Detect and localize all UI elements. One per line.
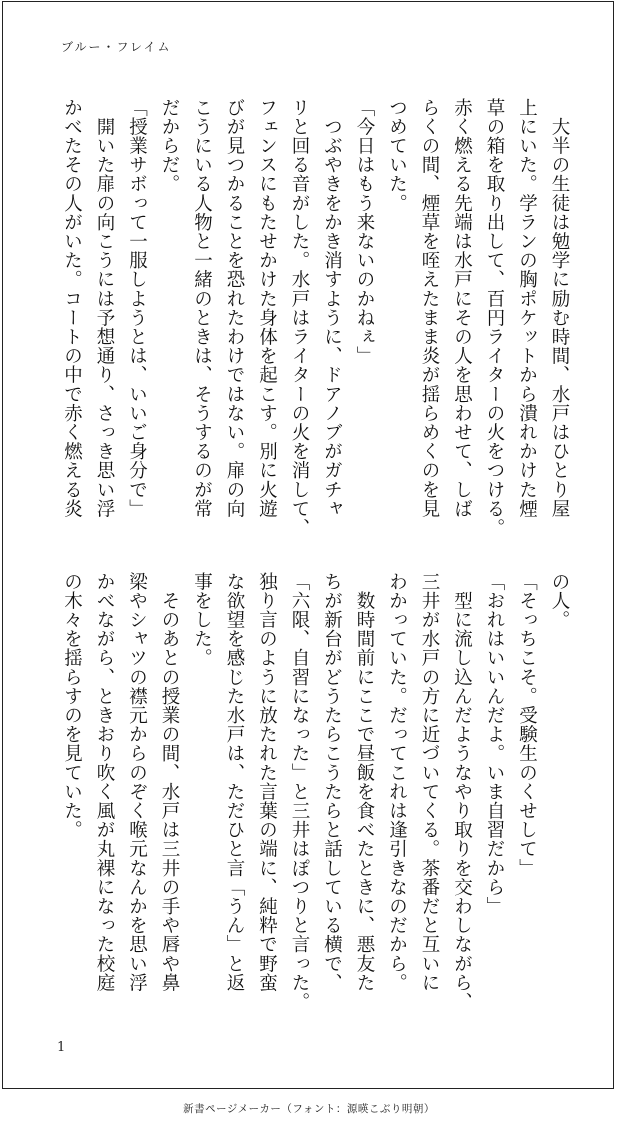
text-line: 梁やシャツの襟元からのぞく喉元なんかを思い浮: [126, 572, 148, 993]
text-line: 型に流し込んだようなやり取りを交わしながら、: [451, 572, 473, 1012]
text-line: 赤く燃える先端は水戸にその人を思わせて、しば: [451, 98, 473, 519]
text-line: そのあとの授業の間、水戸は三井の手や唇や鼻: [159, 572, 180, 993]
page-number: 1: [57, 1040, 66, 1055]
text-line: 「六限、自習になった」と三井はぽつりと言った。: [289, 572, 310, 1012]
text-line: 「授業サボって一服しようとは、いいご身分で」: [126, 98, 148, 519]
text-line: つぶやきをかき消すように、ドアノブがガチャ: [321, 98, 343, 519]
text-line: の木々を揺らすのを見ていた。: [61, 572, 83, 840]
text-line: 独り言のように放たれた言葉の端に、純粋で野蛮: [256, 572, 278, 993]
text-line: 「おれはいいんだよ。いま自習だから」: [484, 572, 505, 916]
text-line: かべたその人がいた。コートの中で赤く燃える炎: [61, 98, 83, 519]
text-line: ちが新台がどうたらこうたらと話している横で、: [321, 572, 343, 993]
text-line: 草の箱を取り出して、百円ライターの火をつける。: [484, 98, 505, 538]
text-line: かべながら、ときおり吹く風が丸裸になった校庭: [94, 572, 115, 993]
text-line: 開いた扉の向こうには予想通り、さっき思い浮: [94, 98, 115, 519]
text-line: 「今日はもう来ないのかねぇ」: [354, 98, 375, 366]
text-line: 大半の生徒は勉学に励む時間、水戸はひとり屋: [549, 98, 570, 519]
text-line: わかっていた。だってこれは逢引きなのだから。: [386, 572, 408, 993]
text-line: らくの間、煙草を咥えたまま炎が揺らめくのを見: [419, 98, 440, 519]
footer-credit: 新書ページメーカー（フォント：源暎こぶり明朝）: [183, 1103, 435, 1115]
text-line: な欲望を感じた水戸は、ただひと言「うん」と返: [224, 572, 245, 993]
text-line: の人。: [549, 572, 570, 630]
text-line: リと回る音がした。水戸はライターの火を消して、: [289, 98, 310, 538]
text-line: 三井が水戸の方に近づいてくる。茶番だと互いに: [419, 572, 440, 993]
text-line: だからだ。: [159, 98, 180, 194]
text-line: 数時間前にここで昼飯を食べたときに、悪友た: [354, 572, 375, 993]
lower-text-block: [55, 572, 575, 1012]
text-line: 事をした。: [191, 572, 213, 668]
page-frame: [2, 1, 614, 1089]
text-line: つめていた。: [386, 98, 408, 213]
text-line: 上にいた。学ランの胸ポケットから潰れかけた煙: [516, 98, 538, 519]
text-line: こうにいる人物と一緒のときは、そうするのが常: [191, 98, 213, 519]
running-title: ブルー・フレイム: [61, 40, 172, 54]
text-line: フェンスにもたせかけた身体を起こす。別に火遊: [256, 98, 278, 519]
text-line: びが見つかることを恐れたわけではない。扉の向: [224, 98, 245, 519]
text-line: 「そっちこそ。受験生のくせして」: [516, 572, 538, 878]
upper-text-block: [55, 98, 575, 538]
